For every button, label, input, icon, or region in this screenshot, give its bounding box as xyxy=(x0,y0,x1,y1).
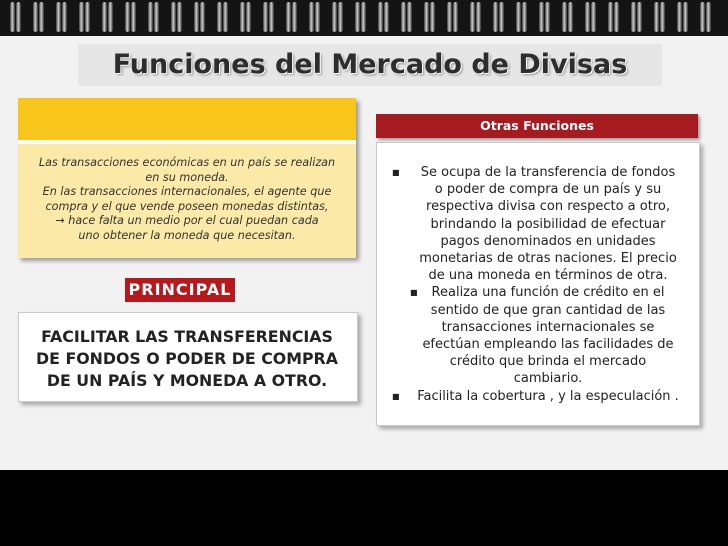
principal-line: FACILITAR LAS TRANSFERENCIAS xyxy=(41,327,333,346)
ring xyxy=(240,2,245,32)
note-line: Las transacciones económicas en un país se realizan xyxy=(38,156,336,169)
note-line: uno obtener la moneda que necesitan. xyxy=(78,228,296,242)
ring xyxy=(453,2,458,32)
ring xyxy=(608,2,613,32)
ring xyxy=(470,2,475,32)
ring xyxy=(493,2,498,32)
ring xyxy=(407,2,412,32)
bullet-line: o poder de compra de un país y su xyxy=(434,182,662,198)
ring xyxy=(516,2,521,32)
square-bullet-icon: ■ xyxy=(410,288,418,298)
ring xyxy=(660,2,665,32)
ring xyxy=(292,2,297,32)
bullet-line: de una moneda en términos de otra. xyxy=(428,268,668,284)
ring xyxy=(217,2,222,32)
ring xyxy=(286,2,291,32)
ring xyxy=(614,2,619,32)
notebook-rings xyxy=(0,0,728,40)
ring xyxy=(424,2,429,32)
ring xyxy=(706,2,711,32)
ring xyxy=(39,2,44,32)
ring xyxy=(654,2,659,32)
principal-text xyxy=(18,326,356,392)
ring xyxy=(177,2,182,32)
ring xyxy=(700,2,705,32)
bullet-line: transacciones internacionales se xyxy=(441,319,655,335)
principal-header: PRINCIPAL xyxy=(125,278,235,302)
ring xyxy=(677,2,682,32)
ring xyxy=(378,2,383,32)
ring xyxy=(10,2,15,32)
ring xyxy=(148,2,153,32)
ring xyxy=(585,2,590,32)
note-line: → hace falta un medio por el cual puedan cada xyxy=(55,214,319,228)
ring xyxy=(401,2,406,32)
ring xyxy=(246,2,251,32)
ring xyxy=(539,2,544,32)
bullet-line: crédito que brinda el mercado xyxy=(449,354,647,370)
bullet-item xyxy=(392,284,704,387)
ring xyxy=(223,2,228,32)
ring xyxy=(16,2,21,32)
ring xyxy=(108,2,113,32)
ring xyxy=(332,2,337,32)
ring xyxy=(545,2,550,32)
ring xyxy=(79,2,84,32)
ring xyxy=(102,2,107,32)
ring xyxy=(125,2,130,32)
ring xyxy=(309,2,314,32)
ring xyxy=(154,2,159,32)
bullet-line: sentido de que gran cantidad de las xyxy=(430,302,666,318)
ring xyxy=(631,2,636,32)
ring xyxy=(263,2,268,32)
note-line: En las transacciones internacionales, el agente que xyxy=(42,185,332,199)
ring xyxy=(637,2,642,32)
note-line: en su moneda. xyxy=(145,170,229,184)
bullet-line: cambiario. xyxy=(513,371,583,387)
ring xyxy=(315,2,320,32)
ring xyxy=(338,2,343,32)
ring xyxy=(499,2,504,32)
ring xyxy=(62,2,67,32)
square-bullet-icon: ■ xyxy=(392,168,400,177)
bullet-line: monetarias de otras naciones. El precio xyxy=(419,251,677,267)
ring xyxy=(85,2,90,32)
bullet-line: brindando la posibilidad de efectuar xyxy=(430,216,666,232)
ring xyxy=(683,2,688,32)
bullet-line: Realiza una función de crédito en el xyxy=(431,285,665,301)
ring xyxy=(591,2,596,32)
bullet-line: Se ocupa de la transferencia de fondos xyxy=(420,165,676,180)
ring xyxy=(447,2,452,32)
ring xyxy=(430,2,435,32)
principal-line: DE UN PAÍS Y MONEDA A OTRO. xyxy=(46,371,328,390)
sticky-note-header-band xyxy=(18,98,356,140)
sticky-note-divider xyxy=(18,140,356,144)
ring xyxy=(476,2,481,32)
principal-line: DE FONDOS O PODER DE COMPRA xyxy=(36,349,338,368)
bullet-line: pagos denominados en unidades xyxy=(440,233,656,249)
bottom-band xyxy=(0,470,728,546)
ring xyxy=(131,2,136,32)
bullet-line: efectúan empleando las facilidades de xyxy=(422,337,674,353)
ring xyxy=(194,2,199,32)
ring xyxy=(200,2,205,32)
ring xyxy=(33,2,38,32)
bullet-item xyxy=(392,164,704,284)
bullet-line: respectiva divisa con respecto a otro, xyxy=(426,199,670,215)
slide-title: Funciones del Mercado de Divisas xyxy=(112,49,628,80)
ring xyxy=(361,2,366,32)
otras-funciones-header: Otras Funciones xyxy=(376,114,698,138)
square-bullet-icon: ■ xyxy=(392,391,400,401)
ring xyxy=(355,2,360,32)
ring xyxy=(562,2,567,32)
sticky-note-text xyxy=(24,156,350,244)
ring xyxy=(56,2,61,32)
ring xyxy=(568,2,573,32)
otras-funciones-list xyxy=(392,164,704,405)
ring xyxy=(522,2,527,32)
note-line: compra y el que vende poseen monedas distintas, xyxy=(45,199,329,213)
ring xyxy=(171,2,176,32)
ring xyxy=(384,2,389,32)
bullet-line: Facilita la cobertura , y la especulación . xyxy=(417,388,679,404)
bullet-item xyxy=(392,388,704,405)
ring xyxy=(269,2,274,32)
